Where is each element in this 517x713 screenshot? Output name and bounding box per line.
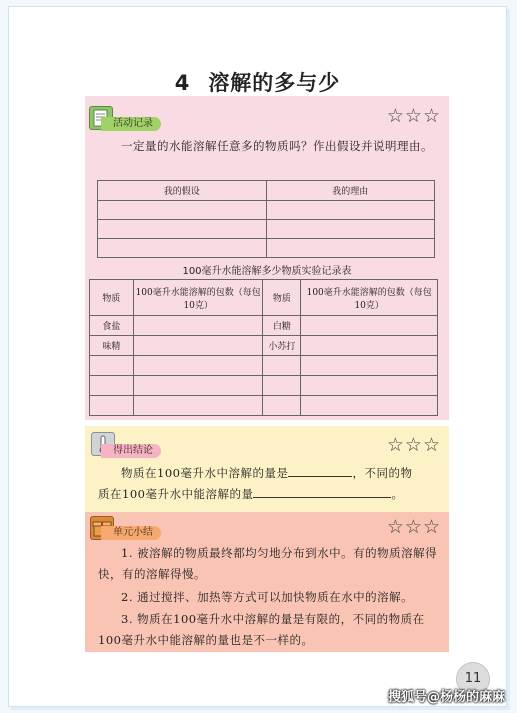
summary-item-3: 3. 物质在100毫升水中溶解的量是有限的，不同的物质在100毫升水中能溶解的量也是不一样的。 [98,612,425,647]
record-cell [301,316,438,336]
record-table-caption: 100毫升水能溶解多少物质实验记录表 [182,266,352,277]
reason-cell [266,220,435,239]
conclusion-line2-a: 质在100毫升水中能溶解的量 [98,487,254,501]
summary-tag: 单元小结 [101,526,161,540]
conclusion-blank-2[interactable] [253,485,391,498]
hypothesis-cell [98,239,267,258]
record-cell [133,376,263,396]
summary-item-2: 2. 通过搅拌、加热等方式可以加快物质在水中的溶解。 [121,590,414,604]
conclusion-line2-b: 。 [391,487,404,501]
reason-cell [266,201,435,220]
conclusion-tag: 得出结论 [101,444,161,458]
record-cell [90,376,134,396]
record-cell [301,336,438,356]
record-cell [90,356,134,376]
record-cell [90,396,134,416]
summary-stars: ☆☆☆ [386,516,441,538]
hypothesis-header: 我的假设 [98,181,267,201]
conclusion-text [98,463,439,484]
record-cell [263,396,301,416]
activity-section [85,96,449,420]
record-header-substance: 物质 [263,280,301,316]
reason-header: 我的理由 [266,181,435,201]
record-cell [263,376,301,396]
record-cell [301,396,438,416]
conclusion-section [85,426,449,512]
conclusion-text-2 [98,484,439,505]
watermark: 搜狐号@杨杨的麻麻 [387,690,505,705]
reason-cell [266,239,435,258]
hypothesis-cell [98,201,267,220]
record-cell [133,356,263,376]
page-number-badge: 11 [456,662,490,696]
hypothesis-cell [98,220,267,239]
record-table [89,279,438,416]
record-header-amount: 100毫升水能溶解的包数（每包10克） [133,280,263,316]
record-cell: 味精 [90,336,134,356]
record-cell: 食盐 [90,316,134,336]
lesson-number: 4 [174,71,191,95]
activity-stars: ☆☆☆ [386,105,441,127]
conclusion-line1-a: 物质在100毫升水中溶解的量是 [121,466,289,480]
activity-question: 一定量的水能溶解任意多的物质吗？作出假设并说明理由。 [121,139,433,153]
record-cell [133,316,263,336]
record-header-amount: 100毫升水能溶解的包数（每包10克） [301,280,438,316]
record-cell [133,396,263,416]
record-cell: 小苏打 [263,336,301,356]
record-cell [263,356,301,376]
lesson-title [9,67,506,97]
record-header-substance: 物质 [90,280,134,316]
conclusion-stars: ☆☆☆ [386,434,441,456]
hypothesis-table [97,180,435,258]
summary-item-1: 1. 被溶解的物质最终都均匀地分布到水中。有的物质溶解得快，有的溶解得慢。 [98,546,438,581]
summary-section [85,512,449,652]
conclusion-blank-1[interactable] [288,464,352,477]
record-cell [301,376,438,396]
textbook-page [8,6,507,707]
record-cell [133,336,263,356]
activity-tag: 活动记录 [101,117,161,131]
conclusion-line1-b: ，不同的物 [352,466,413,480]
lesson-title-text: 溶解的多与少 [208,71,341,95]
record-cell [301,356,438,376]
record-cell: 白糖 [263,316,301,336]
